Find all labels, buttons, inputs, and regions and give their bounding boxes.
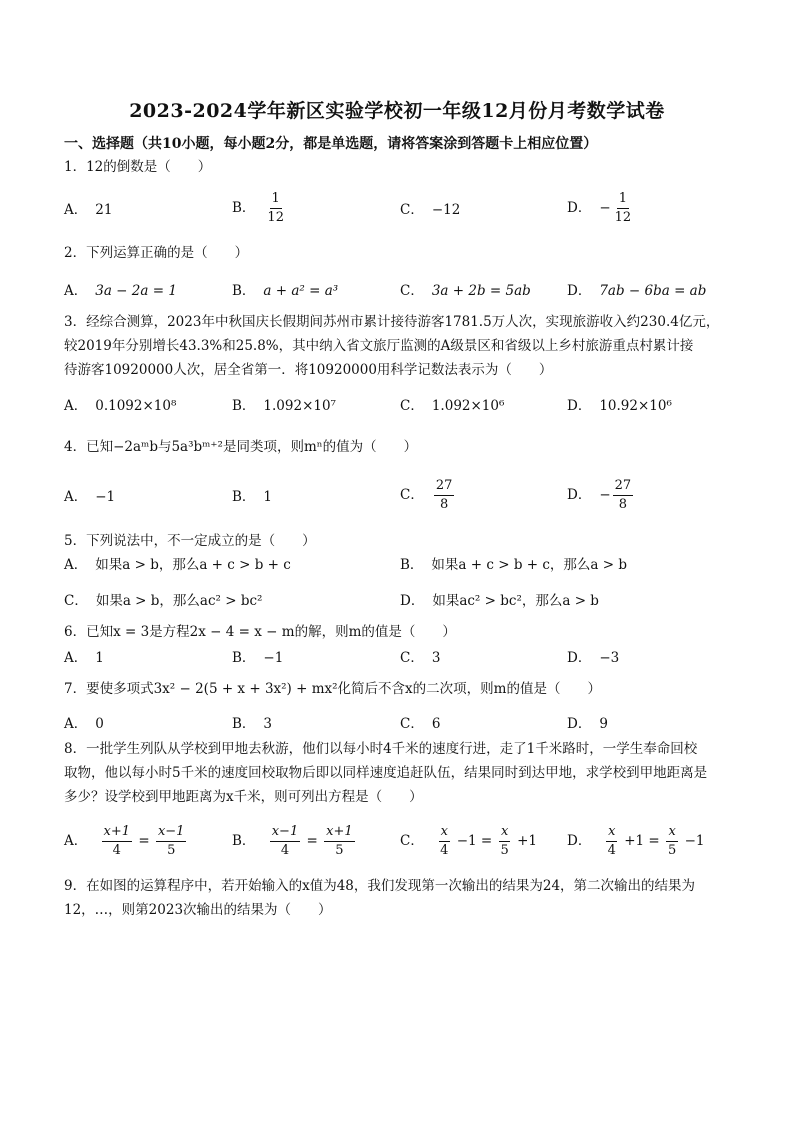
question-3-line-2: 较2019年分别增长43.3%和25.8%，其中纳入省文旅厅监测的A级景区和省级以上乡村旅游重点村累计接 — [64, 338, 694, 354]
q7-option-b: B． 3 — [232, 716, 273, 732]
q1-option-d: D． − $\frac{1}{12}$ — [567, 191, 632, 225]
q6-option-c: C． 3 — [400, 650, 441, 666]
q2-option-a: A． 3a − 2a = 1 — [64, 283, 177, 299]
question-8-line-3: 多少？设学校到甲地距离为x千米，则可列出方程是（ ） — [64, 789, 423, 805]
q5-option-d: D． 如果ac² > bc²，那么a > b — [400, 593, 599, 609]
question-3-line-3: 待游客10920000人次，居全省第一．将10920000用科学记数法表示为（ ） — [64, 362, 553, 378]
q2-option-c: C． 3a + 2b = 5ab — [400, 283, 531, 299]
q4-option-c: C． $\frac{27}{8}$ — [400, 478, 453, 512]
q5-option-b: B． 如果a + c > b + c，那么a > b — [400, 557, 628, 573]
q6-option-b: B． −1 — [232, 650, 284, 666]
question-8-line-2: 取物，他以每小时5千米的速度回校取物后即以同样速度追赶队伍，结果同时到达甲地，求学校到甲地距离是 — [64, 765, 708, 781]
section-heading: 一、选择题（共10小题，每小题2分，都是单选题，请将答案涂到答题卡上相应位置） — [64, 136, 598, 152]
q4-option-a: A． −1 — [64, 489, 116, 505]
q8-option-b: B． $\frac{x-1}{4}$ = $\frac{x+1}{5}$ — [232, 824, 353, 858]
q1-option-b: B． $\frac{1}{12}$ — [232, 191, 284, 225]
q1-option-c: C． −12 — [400, 202, 461, 218]
question-9-line-1: 9．在如图的运算程序中，若开始输入的x值为48，我们发现第一次输出的结果为24，第二次输出的结果为 — [64, 878, 696, 894]
question-7-stem: 7．要使多项式3x² − 2(5 + x + 3x²) + mx²化简后不含x的二次项，则m的值是（ ） — [64, 681, 601, 697]
q2-option-d: D． 7ab − 6ba = ab — [567, 283, 707, 299]
q6-option-a: A． 1 — [64, 650, 104, 666]
q8-option-a: A． $\frac{x+1}{4}$ = $\frac{x-1}{5}$ — [64, 824, 185, 858]
q7-option-c: C． 6 — [400, 716, 441, 732]
page-title: 2023-2024学年新区实验学校初一年级12月份月考数学试卷 — [129, 100, 665, 122]
question-1-stem: 1．12的倒数是（ ） — [64, 159, 212, 175]
question-8-line-1: 8．一批学生列队从学校到甲地去秋游，他们以每小时4千米的速度行进，走了1千米路时，一学生奉命回校 — [64, 741, 698, 757]
q3-option-b: B． 1.092×10⁷ — [232, 398, 336, 414]
q7-option-d: D． 9 — [567, 716, 608, 732]
q5-option-c: C． 如果a > b，那么ac² > bc² — [64, 593, 263, 609]
question-4-stem: 4．已知−2aᵐb与5a³bᵐ⁺²是同类项，则mⁿ的值为（ ） — [64, 439, 418, 455]
q2-option-b: B． a + a² = a³ — [232, 283, 339, 299]
question-6-stem: 6．已知x = 3是方程2x − 4 = x − m的解，则m的值是（ ） — [64, 624, 456, 640]
q4-option-b: B． 1 — [232, 489, 273, 505]
question-3-line-1: 3．经综合测算，2023年中秋国庆长假期间苏州市累计接待游客1781.5万人次，实现旅游收入约230.4亿元， — [64, 314, 720, 330]
q4-option-d: D． − $\frac{27}{8}$ — [567, 478, 632, 512]
q8-option-d: D． $\frac{x}{4}$ +1 = $\frac{x}{5}$ −1 — [567, 824, 705, 858]
q3-option-c: C． 1.092×10⁶ — [400, 398, 505, 414]
question-2-stem: 2．下列运算正确的是（ ） — [64, 245, 249, 261]
q3-option-d: D． 10.92×10⁶ — [567, 398, 672, 414]
q1-option-a: A． 21 — [64, 202, 113, 218]
question-9-line-2: 12，…，则第2023次输出的结果为（ ） — [64, 902, 332, 918]
question-5-stem: 5．下列说法中，不一定成立的是（ ） — [64, 533, 316, 549]
q7-option-a: A． 0 — [64, 716, 104, 732]
q8-option-c: C． $\frac{x}{4}$ −1 = $\frac{x}{5}$ +1 — [400, 824, 538, 858]
q3-option-a: A． 0.1092×10⁸ — [64, 398, 177, 414]
q5-option-a: A． 如果a > b，那么a + c > b + c — [64, 557, 291, 573]
q6-option-d: D． −3 — [567, 650, 620, 666]
